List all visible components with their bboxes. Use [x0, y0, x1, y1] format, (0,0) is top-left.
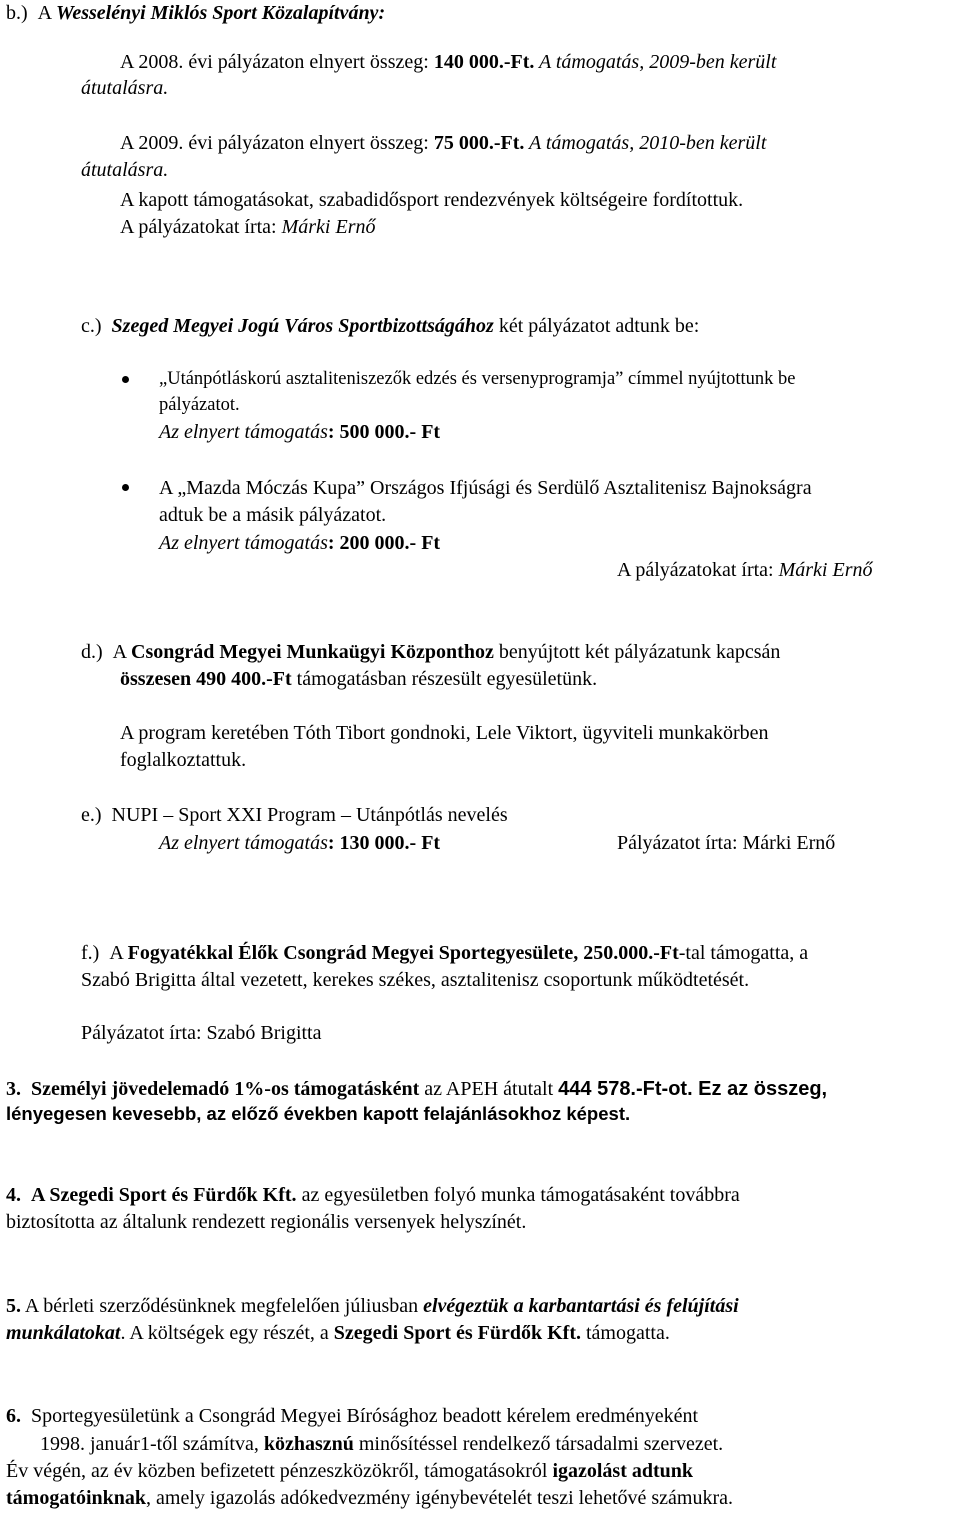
section-6-line4 [6, 1486, 733, 1510]
section-c-item2-line1: A „Mazda Móczás Kupa” Országos Ifjúsági és Serdülő Asztalitenisz Bajnokságra [159, 477, 812, 499]
section-b-label: b.) [6, 2, 28, 24]
section-5-text: A bérleti szerződésünknek megfelelően júliusban [21, 1295, 424, 1317]
section-f-org: Fogyatékkal Élők Csongrád Megyei Sportegyesülete, 250.000.-Ft [127, 942, 679, 964]
section-c-item1-award [159, 420, 440, 444]
section-4-org: A Szegedi Sport és Fürdők Kft. [31, 1184, 297, 1206]
section-b-org-prefix: A [37, 2, 57, 24]
section-c-label: c.) [81, 315, 102, 337]
section-b-p2-line1 [120, 131, 766, 155]
section-b-heading [6, 1, 385, 25]
section-c-item2-line2: adtuk be a másik pályázatot. [159, 504, 387, 526]
section-e-award-label: Az elnyert támogatás [159, 832, 328, 854]
section-d-text: benyújtott két pályázatunk kapcsán [493, 641, 781, 663]
section-3-bold1: Személyi jövedelemadó 1%-os támogatásként [31, 1078, 420, 1100]
section-e-award-amount: : 130 000.- Ft [327, 832, 441, 854]
section-e-line1 [81, 803, 508, 827]
section-c-item1-award-amount: : 500 000.- Ft [327, 421, 441, 443]
section-b-p1-note: A támogatás, 2009-ben került [534, 51, 777, 73]
section-c-item2-award [159, 531, 440, 555]
section-f-line2: Szabó Brigitta által vezetett, kerekes székes, asztalitenisz csoportunk működtetését. [81, 969, 750, 991]
section-5-org: Szegedi Sport és Fürdők Kft. [333, 1322, 581, 1344]
section-6-num: 6. [6, 1405, 21, 1427]
section-6-line2 [40, 1432, 723, 1456]
section-3-bold2: 444 578.-Ft-ot. Ez az összeg, [558, 1078, 828, 1100]
section-d-label: d.) [81, 641, 103, 663]
section-6-text: Sportegyesületünk a Csongrád Megyei Bírósághoz beadott kérelem eredményeként [31, 1405, 699, 1427]
section-d-p2-line1: A program keretében Tóth Tibort gondnoki, Lele Viktort, ügyviteli munkakörben [120, 722, 769, 744]
section-b-p2-line2 [81, 158, 168, 182]
section-4-text: az egyesületben folyó munka támogatásaként továbbra [296, 1184, 740, 1206]
section-5-emph: elvégeztük a karbantartási és felújítási [423, 1295, 739, 1317]
section-e-award [159, 831, 440, 855]
section-e-writer: Pályázatot írta: Márki Ernő [617, 832, 836, 854]
section-c-item2-award-label: Az elnyert támogatás [159, 532, 328, 554]
section-c-writer-name: Márki Ernő [778, 559, 873, 581]
section-e-label: e.) [81, 804, 102, 826]
section-b-writer-name: Márki Ernő [281, 216, 376, 238]
section-b-p3: A kapott támogatásokat, szabadidősport rendezvények költségeire fordítottuk. [120, 189, 744, 211]
section-b-p1-line1 [120, 50, 776, 74]
section-6-line3 [6, 1459, 693, 1483]
section-5-emph-cont: munkálatokat [6, 1322, 121, 1344]
section-6-text5: , amely igazolás adókedvezmény igénybevételét teszi lehetővé számukra. [146, 1487, 734, 1509]
section-d-line1 [81, 640, 780, 664]
section-5-text3: támogatta. [580, 1322, 670, 1344]
section-5-line2 [6, 1321, 670, 1345]
section-6-bold: közhasznú [263, 1433, 354, 1455]
section-f-prefix: A [109, 942, 128, 964]
section-3-line2: lényegesen kevesebb, az előző években kapott felajánlásokhoz képest. [6, 1103, 631, 1124]
section-b-p2-amount: 75 000.-Ft. [433, 132, 525, 154]
section-c-item1-line1: „Utánpótláskorú asztaliteniszezők edzés és versenyprogramja” címmel nyújtottunk be [159, 369, 796, 389]
bullet-2 [122, 484, 129, 491]
section-c-writer-label: A pályázatokat írta: [617, 559, 779, 581]
section-c-item1-line2: pályázatot. [159, 395, 240, 415]
section-b-p1-note-cont: átutalásra. [81, 77, 169, 99]
section-b-p1-amount: 140 000.-Ft. [433, 51, 535, 73]
section-c-item1-award-label: Az elnyert támogatás [159, 421, 328, 443]
section-c-item2-award-amount: : 200 000.- Ft [327, 532, 441, 554]
section-3-text: az APEH átutalt [419, 1078, 559, 1100]
section-d-prefix: A [112, 641, 132, 663]
section-b-p2-text: A 2009. évi pályázaton elnyert összeg: [120, 132, 434, 154]
section-c-org: Szeged Megyei Jogú Város Sportbizottságához [111, 315, 494, 337]
section-d-text2: támogatásban részesült egyesületünk. [291, 668, 598, 690]
section-b-p1-line2 [81, 76, 168, 100]
section-b-org-name: Wesselényi Miklós Sport Közalapítvány: [56, 2, 386, 24]
section-6-bold3: támogatóinknak [6, 1487, 147, 1509]
section-5-line1 [6, 1294, 739, 1318]
section-5-num: 5. [6, 1295, 21, 1317]
section-6-bold2: igazolást adtunk [552, 1460, 694, 1482]
section-e-title: NUPI – Sport XXI Program – Utánpótlás nevelés [111, 804, 508, 826]
section-f-line1 [81, 941, 808, 965]
section-4-line1 [6, 1183, 740, 1207]
bullet-1 [122, 376, 129, 383]
section-6-text3: minősítéssel rendelkező társadalmi szervezet. [353, 1433, 724, 1455]
section-f-writer: Pályázatot írta: Szabó Brigitta [81, 1022, 322, 1044]
section-f-text: -tal támogatta, a [678, 942, 809, 964]
section-3-line1 [6, 1077, 827, 1101]
section-c-heading [81, 314, 699, 338]
section-d-p2-line2: foglalkoztattuk. [120, 749, 247, 771]
section-6-line1 [6, 1404, 698, 1428]
section-c-intro: két pályázatot adtunk be: [493, 315, 700, 337]
section-3-num: 3. [6, 1078, 21, 1100]
section-d-amount: összesen 490 400.-Ft [120, 668, 292, 690]
section-4-num: 4. [6, 1184, 21, 1206]
section-4-line2: biztosította az általunk rendezett regionális versenyek helyszínét. [6, 1211, 527, 1233]
section-d-line2 [120, 667, 597, 691]
section-b-p2-note-cont: átutalásra. [81, 159, 169, 181]
section-b-writer [120, 215, 376, 239]
section-d-org: Csongrád Megyei Munkaügyi Központhoz [131, 641, 494, 663]
section-f-label: f.) [81, 942, 100, 964]
section-6-text4: Év végén, az év közben befizetett pénzeszközökről, támogatásokról [6, 1460, 553, 1482]
section-b-p2-note: A támogatás, 2010-ben került [524, 132, 767, 154]
section-b-writer-label: A pályázatokat írta: [120, 216, 282, 238]
section-c-writer [617, 558, 873, 582]
section-6-text2: 1998. január1-től számítva, [40, 1433, 264, 1455]
section-b-p1-text: A 2008. évi pályázaton elnyert összeg: [120, 51, 434, 73]
section-5-text2: . A költségek egy részét, a [120, 1322, 334, 1344]
